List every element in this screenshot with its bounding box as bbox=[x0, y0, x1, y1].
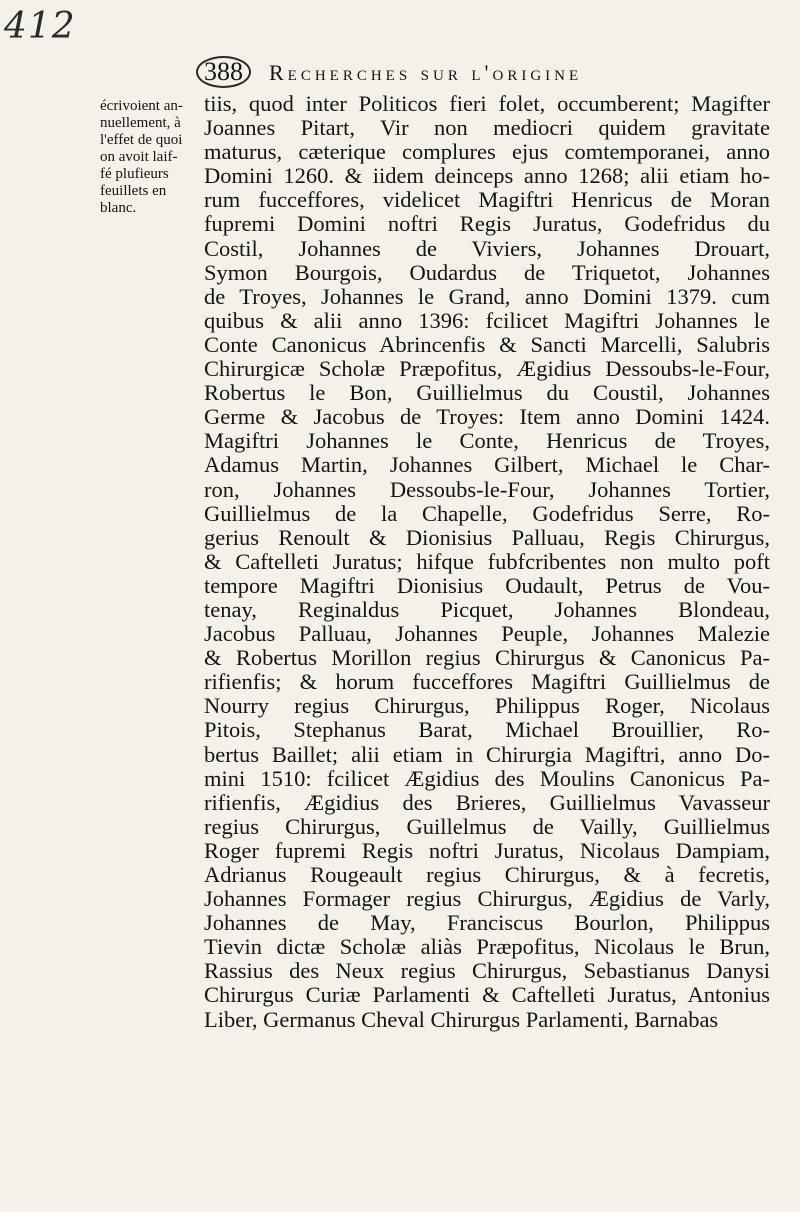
text-line: de Troyes, Johannes le Grand, anno Domini 1379. cum bbox=[204, 283, 770, 309]
text-line: Johannes de May, Franciscus Bourlon, Philippus bbox=[204, 910, 770, 936]
margin-note-line: blanc. bbox=[100, 200, 137, 216]
running-head: Recherches sur l'origine bbox=[269, 60, 583, 85]
text-line: Adrianus Rougeault regius Chirurgus, & à fecretis, bbox=[204, 862, 770, 887]
text-line: rifienfis, Ægidius des Brieres, Guillielmus Vavasseur bbox=[204, 789, 770, 815]
margin-note bbox=[100, 98, 198, 217]
text-line: Symon Bourgois, Oudardus de Triquetot, Johannes bbox=[204, 259, 770, 285]
text-line: Costil, Johannes de Viviers, Johannes Drouart, bbox=[204, 235, 770, 261]
margin-note-line: fé plufieurs bbox=[100, 166, 169, 182]
margin-note-line: écrivoient an- bbox=[100, 98, 183, 114]
margin-note-line: l'effet de quoi bbox=[100, 132, 183, 148]
text-line: mini 1510: fcilicet Ægidius des Moulins Canonicus Pa- bbox=[204, 765, 770, 791]
text-line: Magiftri Johannes le Conte, Henricus de Troyes, bbox=[204, 428, 770, 454]
text-line: Rassius des Neux regius Chirurgus, Sebastianus Danysi bbox=[204, 958, 770, 984]
text-line: Liber, Germanus Cheval Chirurgus Parlamenti, Barnabas bbox=[204, 1006, 719, 1032]
text-line: regius Chirurgus, Guillelmus de Vailly, Guillielmus bbox=[204, 813, 770, 839]
text-line: Germe & Jacobus de Troyes: Item anno Domini 1424. bbox=[204, 404, 770, 430]
text-line: bertus Baillet; alii etiam in Chirurgia Magiftri, anno Do- bbox=[204, 741, 770, 767]
text-line: Domini 1260. & iidem deinceps anno 1268; alii etiam ho- bbox=[204, 163, 770, 189]
margin-note-line: on avoit laif- bbox=[100, 149, 178, 165]
text-line: fupremi Domini noftri Regis Juratus, Godefridus du bbox=[204, 211, 770, 237]
page-number: 388 bbox=[196, 56, 251, 88]
text-line: Pitois, Stephanus Barat, Michael Brouillier, Ro- bbox=[204, 717, 770, 743]
text-line: quibus & alii anno 1396: fcilicet Magiftri Johannes le bbox=[204, 307, 770, 333]
text-line: Chirurgicæ Scholæ Præpofitus, Ægidius Dessoubs-le-Four, bbox=[204, 356, 770, 382]
manuscript-page-number: 412 bbox=[4, 6, 76, 47]
text-line: ron, Johannes Dessoubs-le-Four, Johannes Tortier, bbox=[204, 476, 770, 502]
margin-note-line: nuellement, à bbox=[100, 115, 181, 131]
text-line: & Caftelleti Juratus; hifque fubfcribentes non multo poft bbox=[204, 548, 770, 574]
text-line: Conte Canonicus Abrincenfis & Sancti Marcelli, Salubris bbox=[204, 331, 770, 357]
page-header bbox=[196, 56, 796, 92]
text-line: Nourry regius Chirurgus, Philippus Roger, Nicolaus bbox=[204, 693, 770, 719]
text-line: rifienfis; & horum fucceffores Magiftri Guillielmus de bbox=[204, 669, 770, 695]
text-line: Johannes Formager regius Chirurgus, Ægidius de Varly, bbox=[204, 886, 770, 912]
text-line: & Robertus Morillon regius Chirurgus & Canonicus Pa- bbox=[204, 645, 770, 671]
text-line: tenay, Reginaldus Picquet, Johannes Blondeau, bbox=[204, 596, 770, 622]
text-line: Robertus le Bon, Guillielmus du Coustil, Johannes bbox=[204, 380, 770, 406]
text-line: tempore Magiftri Dionisius Oudault, Petrus de Vou- bbox=[204, 572, 770, 598]
text-line: maturus, cæterique complures ejus comtemporanei, anno bbox=[204, 139, 770, 165]
margin-note-line: feuillets en bbox=[100, 183, 167, 199]
text-line: rum fucceffores, videlicet Magiftri Henricus de Moran bbox=[204, 187, 770, 213]
text-line: tiis, quod inter Politicos fieri folet, occumberent; Magifter bbox=[204, 91, 770, 116]
text-line: Joannes Pitart, Vir non mediocri quidem gravitate bbox=[204, 115, 770, 141]
text-line: Adamus Martin, Johannes Gilbert, Michael le Char- bbox=[204, 452, 770, 478]
text-line: Roger fupremi Regis noftri Juratus, Nicolaus Dampiam, bbox=[204, 837, 770, 863]
text-line: Tievin dictæ Scholæ aliàs Præpofitus, Nicolaus le Brun, bbox=[204, 934, 770, 960]
text-line: gerius Renoult & Dionisius Palluau, Regis Chirurgus, bbox=[204, 524, 770, 550]
text-line: Jacobus Palluau, Johannes Peuple, Johannes Malezie bbox=[204, 621, 770, 647]
text-line: Chirurgus Curiæ Parlamenti & Caftelleti Juratus, Antonius bbox=[204, 982, 770, 1008]
text-line: Guillielmus de la Chapelle, Godefridus Serre, Ro- bbox=[204, 500, 770, 526]
body-text bbox=[204, 92, 770, 1032]
